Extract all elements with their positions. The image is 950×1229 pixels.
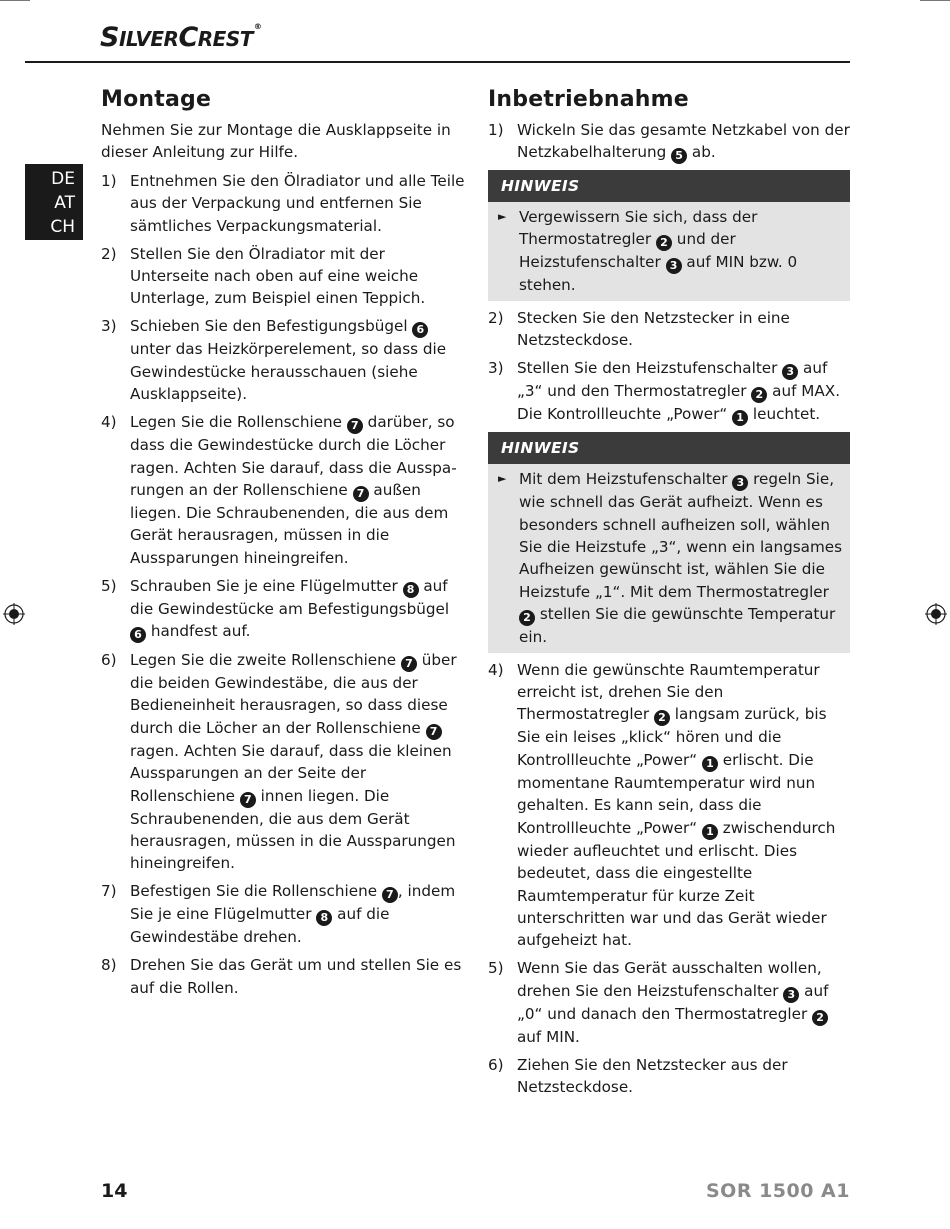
list-item [101, 243, 465, 310]
step-number: 3) [101, 317, 117, 336]
montage-section [101, 86, 465, 1005]
step-number: 2) [488, 308, 504, 327]
step-number: 1) [488, 121, 504, 139]
part-number-icon: 6 [412, 322, 428, 338]
step-number: 1) [101, 171, 117, 190]
step-text: Drehen Sie das Gerät um und stellen Sie es auf die Rollen. [130, 956, 462, 997]
note-text: Vergewissern Sie sich, dass der Thermostatregler 2 und der Heizstufenschalter 3 auf MIN bzw. 0 stehen. [519, 208, 798, 295]
list-item [101, 170, 465, 237]
list-item [488, 957, 850, 1048]
part-number-icon: 2 [812, 1010, 828, 1026]
list-item [488, 1054, 850, 1099]
inbetriebnahme-section [488, 86, 850, 1104]
list-item [488, 659, 850, 952]
brand-logo: SILVERCREST® [100, 22, 262, 53]
list-item [488, 307, 850, 352]
step-list [101, 170, 465, 999]
step-text: Ziehen Sie den Netzstecker aus der Netzsteckdose. [517, 1055, 788, 1097]
note-box [488, 432, 850, 652]
note-heading: HINWEIS [488, 432, 850, 464]
list-item [488, 357, 850, 426]
step-list [488, 307, 850, 426]
part-number-icon: 2 [656, 235, 672, 251]
part-number-icon: 7 [382, 887, 398, 903]
step-number: 4) [488, 660, 504, 679]
part-number-icon: 3 [666, 258, 682, 274]
crop-mark [920, 0, 950, 1]
step-number: 2) [101, 244, 117, 263]
step-text: Wickeln Sie das gesamte Netzkabel von der Netzkabelhalterung 5 ab. [517, 121, 850, 163]
step-text: Stellen Sie den Ölradiator mit der Unterseite nach oben auf eine weiche Unterlage, zum Beispiel einen Teppich. [130, 244, 426, 308]
language-code: DE [51, 169, 75, 189]
list-item [101, 649, 465, 875]
language-tab [25, 164, 83, 240]
registration-mark-icon [3, 603, 25, 625]
step-text: Schieben Sie den Befestigungsbügel 6 unter das Heizkörperelement, so dass die Gewindestücke herausschauen (siehe Ausklappseite). [130, 317, 447, 404]
step-text: Legen Sie die Rollenschiene 7 darüber, so dass die Gewindestücke durch die Löcher ragen. Achten Sie darauf, dass die Aussparungen an der Rollenschiene 7 außen liegen. Die Schraubenenden, die aus dem Gerät herausragen, müssen in die Aussparungen hineingreifen. [130, 413, 457, 567]
part-number-icon: 1 [702, 824, 718, 840]
bullet-arrow-icon: ► [498, 472, 507, 486]
model-number: SOR 1500 A1 [705, 1180, 850, 1202]
list-item [101, 880, 465, 948]
step-number: 6) [488, 1055, 504, 1074]
part-number-icon: 2 [519, 610, 535, 626]
section-title: Inbetriebnahme [488, 87, 689, 112]
part-number-icon: 1 [732, 410, 748, 426]
part-number-icon: 7 [353, 486, 369, 502]
part-number-icon: 8 [316, 910, 332, 926]
registered-mark: ® [253, 22, 262, 31]
part-number-icon: 2 [654, 710, 670, 726]
list-item [488, 119, 850, 164]
part-number-icon: 6 [130, 627, 146, 643]
list-item [101, 315, 465, 405]
section-title: Montage [101, 87, 212, 112]
note-box [488, 170, 850, 301]
step-text: Schrauben Sie je eine Flügelmutter 8 auf die Gewindestücke am Befestigungsbügel 6 handfest auf. [130, 576, 450, 642]
step-number: 3) [488, 359, 504, 378]
note-body [488, 464, 850, 652]
bullet-arrow-icon: ► [498, 210, 507, 223]
list-item [101, 954, 465, 999]
brand-name: S [100, 22, 119, 53]
step-number: 5) [488, 959, 504, 978]
step-number: 7) [101, 882, 117, 901]
step-number: 4) [101, 413, 117, 432]
part-number-icon: 8 [403, 582, 419, 598]
step-text: Entnehmen Sie den Ölradiator und alle Teile aus der Verpackung und entfernen Sie sämtliches Verpackungsmaterial. [130, 171, 465, 235]
part-number-icon: 1 [702, 756, 718, 772]
part-number-icon: 5 [671, 148, 687, 164]
note-heading: HINWEIS [488, 170, 850, 202]
part-number-icon: 3 [782, 364, 798, 380]
step-list [488, 659, 850, 1099]
part-number-icon: 7 [401, 656, 417, 672]
step-number: 5) [101, 576, 117, 595]
header-rule [25, 61, 850, 63]
list-item [101, 575, 465, 643]
intro-text: Nehmen Sie zur Montage die Ausklappseite in dieser Anleitung zur Hilfe. [101, 121, 451, 162]
step-text: Wenn die gewünschte Raumtemperatur erreicht ist, drehen Sie den Thermostatregler 2 langsam zurück, bis Sie ein leises „klick“ hören und die Kontrollleuchte „Power“ 1 erlischt. Die momentane Raumtemperatur wird nun gehalten. Es kann sein, dass die Kontrollleuchte „Power“ 1 zwischendurch wieder aufleuchtet und erlischt. Dies bedeutet, dass die eingestellte Raumtemperatur für kurze Zeit unterschritten war und das Gerät wieder aufgeheizt hat. [517, 660, 836, 950]
part-number-icon: 3 [783, 987, 799, 1003]
list-item [101, 411, 465, 569]
note-body [488, 202, 850, 301]
page-number: 14 [101, 1180, 128, 1202]
part-number-icon: 7 [347, 418, 363, 434]
part-number-icon: 7 [426, 724, 442, 740]
registration-mark-icon [925, 603, 947, 625]
step-list [488, 119, 850, 164]
step-number: 6) [101, 650, 117, 669]
crop-mark [0, 0, 30, 1]
step-number: 8) [101, 956, 117, 975]
part-number-icon: 3 [732, 475, 748, 491]
part-number-icon: 2 [751, 387, 767, 403]
step-text: Wenn Sie das Gerät ausschalten wollen, drehen Sie den Heizstufenschalter 3 auf „0“ und danach den Thermostatregler 2 auf MIN. [517, 959, 829, 1046]
language-code: AT [54, 193, 75, 213]
note-text: Mit dem Heizstufenschalter 3 regeln Sie, wie schnell das Gerät aufheizt. Wenn es besonders schnell aufheizen soll, wählen Sie die Heizstufe „3“, wenn ein langsames Aufheizen gewünscht ist, wählen Sie die Heizstufe „1“. Mit dem Thermostatregler 2 stellen Sie die gewünschte Temperatur ein. [519, 470, 843, 647]
step-text: Befestigen Sie die Rollenschiene 7 , indem Sie je eine Flügelmutter 8 auf die Gewindestäbe drehen. [130, 882, 456, 947]
step-text: Stellen Sie den Heizstufenschalter 3 auf „3“ und den Thermostatregler 2 auf MAX. Die Kontrollleuchte „Power“ 1 leuchtet. [517, 359, 841, 425]
step-text: Legen Sie die zweite Rollenschiene 7 über die beiden Gewindestäbe, die aus der Bedieneinheit herausragen, so dass diese durch die Löcher an der Rollenschiene 7 ragen. Achten Sie darauf, dass die kleinen Aussparungen an der Seite der Rollenschiene 7 innen liegen. Die Schraubenenden, die aus dem Gerät herausragen, müssen in die Aussparungen hineingreifen. [130, 650, 457, 873]
step-text: Stecken Sie den Netzstecker in eine Netzsteckdose. [517, 308, 790, 350]
part-number-icon: 7 [240, 792, 256, 808]
language-code: CH [50, 217, 75, 237]
